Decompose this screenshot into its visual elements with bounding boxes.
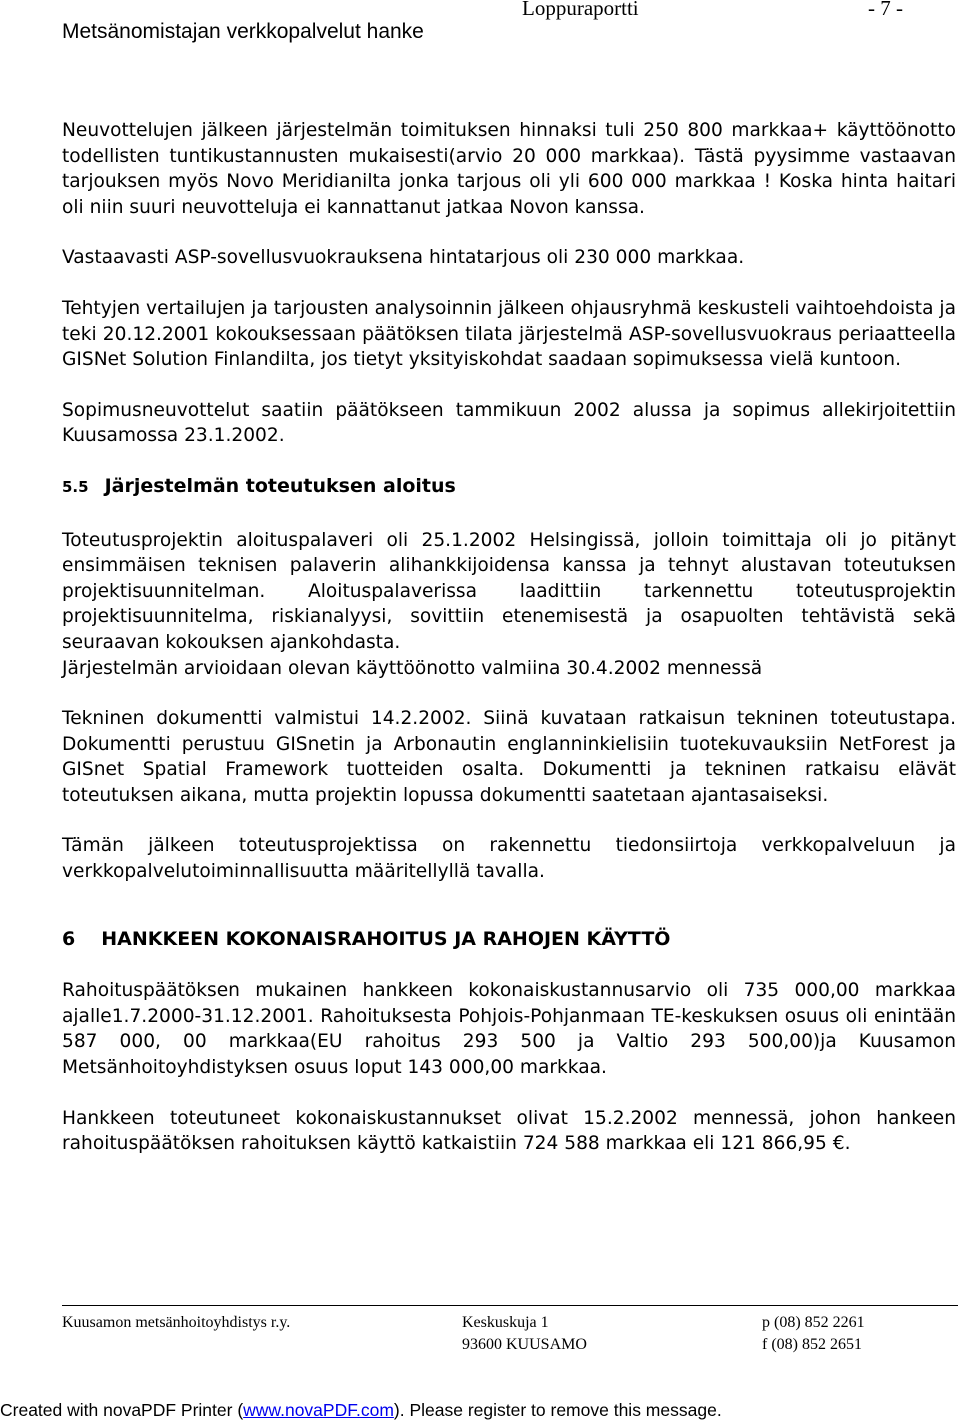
watermark-link[interactable]: www.novaPDF.com bbox=[243, 1400, 394, 1420]
section-number: 5.5 bbox=[62, 477, 89, 496]
paragraph-decision: Tehtyjen vertailujen ja tarjousten analysoinnin jälkeen ohjausryhmä keskusteli vaihtoehdoista ja teki 20.12.2001 kokouksessaan päätöksen tilata järjestelmä ASP-sovellusvuokraus periaatteella GISNet Solution Finlandilta, jos tietyt yksityiskohdat saadaan sopimuksessa vielä kuntoon. bbox=[62, 297, 956, 371]
header-project-title: Metsänomistajan verkkopalvelut hanke bbox=[62, 20, 424, 43]
footer-street: Keskuskuja 1 bbox=[462, 1314, 549, 1331]
novapdf-watermark bbox=[0, 1400, 960, 1421]
footer-organization: Kuusamon metsänhoitoyhdistys r.y. bbox=[62, 1314, 291, 1331]
paragraph-deployment-date: Järjestelmän arvioidaan olevan käyttöönotto valmiina 30.4.2002 mennessä bbox=[62, 657, 763, 679]
footer-phone: p (08) 852 2261 bbox=[762, 1314, 865, 1331]
paragraph-contract: Sopimusneuvottelut saatiin päätökseen tammikuun 2002 alussa ja sopimus allekirjoitettiin Kuusamossa 23.1.2002. bbox=[62, 399, 956, 447]
section-heading-5-5 bbox=[62, 474, 956, 501]
watermark-suffix: ). Please register to remove this message. bbox=[393, 1400, 722, 1420]
section-title: Järjestelmän toteutuksen aloitus bbox=[104, 474, 456, 497]
footer-divider bbox=[62, 1305, 958, 1306]
paragraph-funding-plan: Rahoituspäätöksen mukainen hankkeen kokonaiskustannusarvio oli 735 000,00 markkaa ajalle1.7.2000-31.12.2001. Rahoituksesta Pohjois-Pohjanmaan TE-keskuksen osuus oli enintään 587 000, 00 markkaa(EU rahoitus 293 500 ja Valtio 293 500,00)ja Kuusamon Metsänhoitoyhdistyksen osuus loput 143 000,00 markkaa. bbox=[62, 980, 956, 1079]
page-number: - 7 - bbox=[868, 0, 903, 20]
paragraph-kickoff: Toteutusprojektin aloituspalaveri oli 25.1.2002 Helsingissä, jolloin toimittaja oli jo pitänyt ensimmäisen teknisen palaverin alihankkijoidensa kanssa ja tehnyt alustavan toteutuksen projektisuunnitelman. Aloituspalaverissa laadittiin tarkennettu toteutusprojektin projektisuunnitelma, riskianalyysi, sovittiin etenemisestä ja osapuolten tehtävistä sekä seuraavan kokouksen ajankohdasta. bbox=[62, 529, 956, 653]
header-report-title: Loppuraportti bbox=[522, 0, 639, 20]
paragraph-negotiations: Neuvottelujen jälkeen järjestelmän toimituksen hinnaksi tuli 250 800 markkaa+ käyttöönotto todellisten tuntikustannusten mukaisesti(arvio 20 000 markkaa). Tästä pyysimme vastaavan tarjouksen myös Novo Meridianilta jonka tarjous oli yli 600 000 markkaa ! Koska hinta haitari oli niin suuri neuvotteluja ei kannattanut jatkaa Novon kanssa. bbox=[62, 120, 956, 218]
section-number: 6 bbox=[62, 927, 76, 950]
document-body bbox=[62, 118, 956, 1182]
section-title: HANKKEEN KOKONAISRAHOITUS JA RAHOJEN KÄYTTÖ bbox=[101, 927, 671, 950]
paragraph-actual-costs: Hankkeen toteutuneet kokonaiskustannukset olivat 15.2.2002 mennessä, johon hankeen rahoituspäätöksen rahoituksen käyttö katkaistiin 724 588 markkaa eli 121 866,95 €. bbox=[62, 1107, 956, 1155]
footer-fax: f (08) 852 2651 bbox=[762, 1336, 862, 1353]
watermark-prefix: Created with novaPDF Printer ( bbox=[0, 1400, 244, 1420]
paragraph-asp-offer: Vastaavasti ASP-sovellusvuokrauksena hintatarjous oli 230 000 markkaa. bbox=[62, 247, 745, 269]
footer-city: 93600 KUUSAMO bbox=[462, 1336, 587, 1353]
section-heading-6 bbox=[62, 927, 956, 953]
paragraph-data-transfer: Tämän jälkeen toteutusprojektissa on rakennettu tiedonsiirtoja verkkopalveluun ja verkkopalvelutoiminnallisuutta määritellyllä tavalla. bbox=[62, 835, 956, 883]
paragraph-technical-document: Tekninen dokumentti valmistui 14.2.2002. Siinä kuvataan ratkaisun tekninen toteutustapa. Dokumentti perustuu GISnetin ja Arbonautin englanninkielisiin tuotekuvauksiin NetForest ja GISnet Spatial Framework tuotteiden osalta. Dokumentti ja tekninen ratkaisu elävät toteutuksen aikana, mutta projektin lopussa dokumentti saatetaan ajantasaiseksi. bbox=[62, 708, 956, 806]
